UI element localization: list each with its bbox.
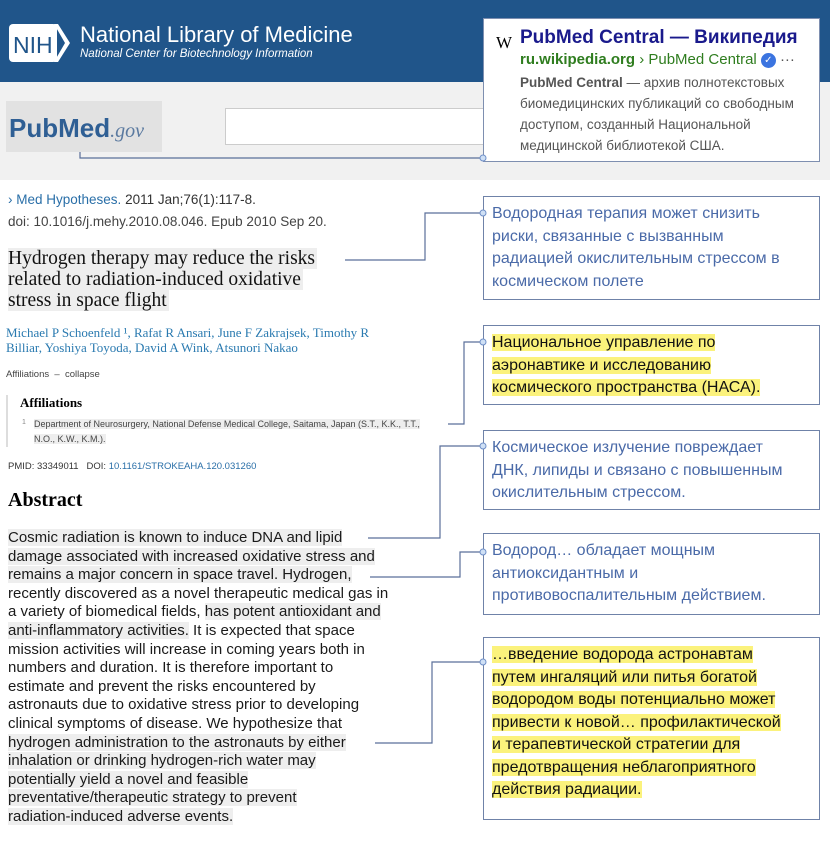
authors-line[interactable]: Billiar, Yoshiya Toyoda, David A Wink, Atsunori Nakao: [6, 340, 298, 355]
identifiers: [8, 461, 256, 472]
nlm-subtitle: National Center for Biotechnology Information: [80, 48, 313, 60]
annotation-row: [492, 437, 811, 460]
affiliations-panel: [6, 395, 456, 447]
abstract-segment: inhalation or drinking hydrogen-rich water may: [8, 752, 316, 770]
affiliation-item: [20, 417, 456, 447]
abstract-segment: It is expected that space: [188, 621, 355, 639]
wiki-url-domain: ru.wikipedia.org: [520, 51, 636, 68]
abstract-segment: damage associated with increased oxidative stress and: [8, 547, 375, 565]
annotation-row: [492, 248, 811, 271]
annotation-line: действия радиации.: [492, 781, 642, 798]
wikipedia-snippet: [483, 18, 820, 162]
logo-gov: .gov: [110, 120, 144, 142]
annotation-row: [492, 332, 811, 355]
citation-text: 2011 Jan;76(1):117-8.: [121, 192, 256, 207]
annotation-row: [492, 482, 811, 505]
annotation-row: [492, 779, 811, 802]
abstract-segment: hydrogen administration to the astronauts by either: [8, 733, 346, 751]
annotation-line: окислительным стрессом.: [492, 484, 686, 501]
annotation-line: ДНК, липиды и связано с повышенным: [492, 461, 783, 479]
wiki-description: [520, 72, 809, 156]
abstract-line: [8, 771, 388, 790]
wiki-desc-line: доступом, созданный Национальной: [520, 117, 751, 132]
affiliation-line: N.O., K.W., K.M.).: [34, 434, 106, 444]
affiliations-toggle[interactable]: Affiliations – collapse: [6, 369, 100, 380]
authors-line[interactable]: Michael P Schoenfeld ¹, Rafat R Ansari, June F Zakrajsek, Timothy R: [6, 325, 370, 340]
nih-logo-text: NIH: [13, 32, 53, 58]
logo-med: Med: [58, 113, 111, 143]
annotation-line: аэронавтике и исследованию: [492, 356, 711, 374]
chevron-right-icon: ›: [8, 192, 17, 207]
search-input[interactable]: [225, 108, 485, 145]
annotation-line: и терапевтической стратегии для: [492, 736, 741, 753]
annotation-line: радиацией окислительным стрессом в: [492, 250, 780, 267]
title-line: related to radiation-induced oxidative: [8, 269, 301, 290]
wiki-title-link[interactable]: PubMed Central — Википедия: [520, 27, 798, 48]
annotation-line: риски, связанные с вызванным: [492, 227, 724, 245]
abstract-segment: anti-inflammatory activities.: [8, 621, 189, 639]
annotation-box: [483, 325, 820, 405]
collapse-link[interactable]: collapse: [64, 369, 100, 380]
annotation-row: [492, 271, 811, 294]
annotation-row: [492, 226, 811, 249]
doi-label: DOI:: [86, 461, 109, 472]
annotation-line: …введение водорода астронавтам: [492, 646, 753, 663]
annotation-line: водородом воды потенциально может: [492, 691, 776, 708]
abstract-line: [8, 566, 388, 585]
annotation-line: космического пространства (НАСА).: [492, 379, 761, 396]
abstract-text: [8, 529, 388, 827]
abstract-line: [8, 622, 388, 641]
wiki-desc-line: — архив полнотекстовых: [622, 75, 785, 90]
pmid: PMID: 33349011: [8, 461, 79, 472]
annotation-line: противовоспалительным действием.: [492, 587, 766, 604]
abstract-segment: recently discovered as a novel therapeutic medical gas in: [8, 584, 389, 602]
connector-title: [345, 213, 483, 260]
logo-pub: Pub: [9, 113, 59, 143]
abstract-segment: Cosmic radiation is known to induce DNA and lipid: [8, 529, 343, 546]
affiliations-heading: Affiliations: [20, 395, 83, 410]
annotation-line: предотвращения неблагоприятного: [492, 758, 756, 776]
wikipedia-icon: W: [496, 33, 513, 52]
abstract-segment: mission activities will increase in coming years both in: [8, 640, 365, 658]
wiki-url-path: › PubMed Central: [635, 51, 757, 68]
abstract-line: [8, 715, 388, 734]
annotation-row: [492, 460, 811, 483]
annotation-line: Космическое излучение повреждает: [492, 439, 763, 456]
abstract-segment: astronauts due to oxidative stress prior to developing: [8, 696, 360, 714]
annotation-row: [492, 563, 811, 586]
abstract-line: [8, 548, 388, 567]
article-title: [8, 248, 317, 311]
nih-logo[interactable]: [8, 22, 72, 64]
abstract-segment: a variety of biomedical fields,: [8, 603, 205, 621]
affiliations-label: Affiliations: [6, 369, 50, 380]
abstract-segment: clinical symptoms of disease. We hypothesize that: [8, 714, 343, 732]
abstract-line: [8, 734, 388, 753]
wiki-desc-bold: PubMed Central: [520, 75, 623, 90]
annotation-box: [483, 196, 820, 300]
abstract-line: [8, 678, 388, 697]
abstract-line: [8, 641, 388, 660]
annotation-line: антиоксидантным и: [492, 564, 639, 582]
annotation-box: [483, 637, 820, 820]
annotation-line: путем ингаляций или питья богатой: [492, 668, 757, 686]
author-list[interactable]: [6, 325, 369, 355]
abstract-line: [8, 529, 388, 548]
annotation-row: [492, 757, 811, 780]
verified-icon: ✓: [761, 53, 776, 68]
doi-link[interactable]: 10.1161/STROKEAHA.120.031260: [108, 461, 257, 472]
abstract-segment: estimate and prevent the risks encountered by: [8, 677, 316, 695]
pubmed-logo[interactable]: [6, 101, 162, 152]
doi-line: doi: 10.1016/j.mehy.2010.08.046. Epub 2010 Sep 20.: [8, 214, 327, 229]
annotation-row: [492, 203, 811, 226]
abstract-line: [8, 808, 388, 827]
abstract-segment: remains a major concern in space travel. Hydrogen,: [8, 566, 352, 584]
annotation-row: [492, 585, 811, 608]
title-line: Hydrogen therapy may reduce the risks: [8, 248, 316, 269]
annotation-box: [483, 430, 820, 510]
annotation-line: космическом полете: [492, 272, 644, 290]
abstract-segment: has potent antioxidant and: [204, 603, 381, 621]
annotation-line: привести к новой… профилактической: [492, 713, 781, 731]
abstract-heading: Abstract: [8, 489, 83, 511]
journal-citation: [8, 192, 256, 207]
abstract-segment: potentially yield a novel and feasible: [8, 770, 249, 788]
abstract-segment: radiation-induced adverse events.: [8, 807, 234, 825]
more-icon[interactable]: ···: [779, 51, 795, 68]
affiliation-line: Department of Neurosurgery, National Defense Medical College, Saitama, Japan (S.T., K.K., T.T.,: [34, 419, 420, 429]
nlm-title[interactable]: National Library of Medicine: [80, 22, 353, 47]
annotation-row: [492, 355, 811, 378]
annotation-line: Национальное управление по: [492, 334, 716, 351]
annotation-row: [492, 667, 811, 690]
wiki-desc-line: медицинской библиотекой США.: [520, 138, 725, 153]
title-line: stress in space flight: [8, 290, 167, 311]
wiki-url[interactable]: [520, 51, 809, 68]
abstract-line: [8, 585, 388, 604]
annotation-box: [483, 533, 820, 615]
abstract-line: [8, 603, 388, 622]
abstract-segment: preventative/therapeutic strategy to prevent: [8, 789, 297, 807]
annotation-row: [492, 540, 811, 563]
abstract-line: [8, 752, 388, 771]
annotation-row: [492, 689, 811, 712]
annotation-row: [492, 377, 811, 400]
journal-link[interactable]: Med Hypotheses.: [16, 192, 122, 207]
affiliation-number: 1: [22, 419, 26, 426]
connector-administration: [375, 662, 483, 743]
connector-cosmic: [368, 446, 483, 538]
abstract-line: [8, 789, 388, 808]
annotation-row: [492, 712, 811, 735]
annotation-line: Водород… обладает мощным: [492, 542, 716, 559]
abstract-line: [8, 659, 388, 678]
annotation-line: Водородная терапия может снизить: [492, 205, 760, 222]
abstract-segment: numbers and duration. It is therefore important to: [8, 659, 334, 677]
wiki-desc-line: биомедицинских публикаций со свободным: [520, 96, 794, 111]
abstract-line: [8, 696, 388, 715]
annotation-row: [492, 644, 811, 667]
annotation-row: [492, 734, 811, 757]
